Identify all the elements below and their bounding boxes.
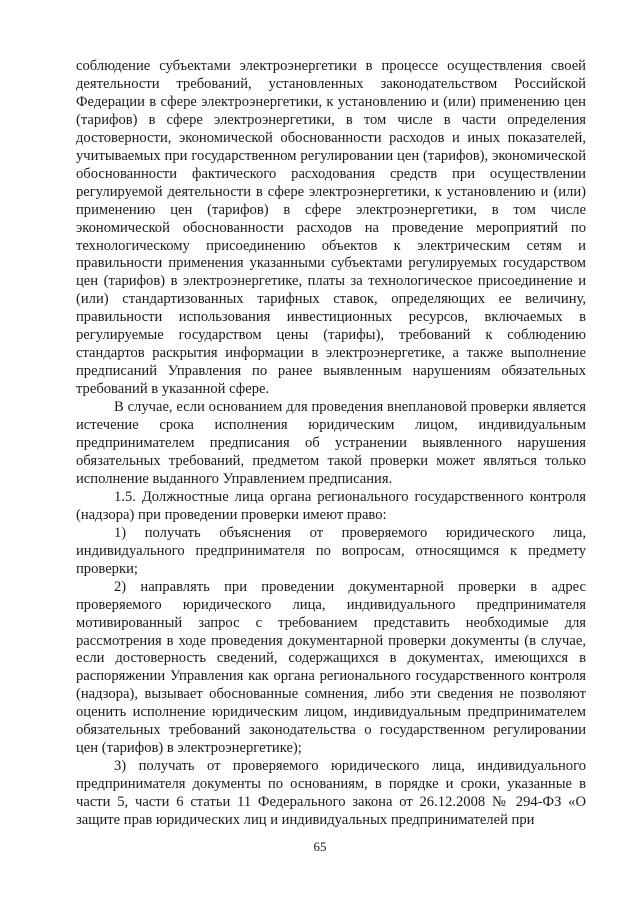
paragraph-item-2: 2) направлять при проведении документарной проверки в адрес проверяемого юридического лица, индивидуального предпринимателя мотивированный запрос с требованием представить необходимые для рассмотрения в ходе проведения документарной проверки документы (в случае, если достоверность сведений, содержащихся в документах, имеющихся в распоряжении Управления как органа регионального государственного контроля (надзора), вызывает обоснованные сомнения, либо эти сведения не позволяют оценить исполнение юридическим лицом, индивидуальным предпринимателем обязательных требований законодательства о государственном регулировании цен (тарифов) в электроэнергетике); (76, 578, 586, 757)
paragraph-section-1-5: 1.5. Должностные лица органа регионального государственного контроля (надзора) при проведении проверки имеют право: (76, 488, 586, 523)
document-body (76, 58, 586, 830)
paragraph-item-3: 3) получать от проверяемого юридического лица, индивидуального предпринимателя документы по основаниям, в порядке и сроки, указанные в части 5, части 6 статьи 11 Федерального закона от 26.12.2008 № 294-ФЗ «О защите прав юридических лиц и индивидуальных предпринимателей при (76, 758, 586, 829)
page-number: 65 (313, 839, 327, 854)
paragraph-unscheduled-inspection: В случае, если основанием для проведения внеплановой проверки является истечение срока исполнения юридическим лицом, индивидуальным предпринимателем предписания об устранении выявленного нарушения обязательных требований, предметом такой проверки может являться только исполнение выданного Управлением предписания. (76, 399, 586, 487)
paragraph-continuation: соблюдение субъектами электроэнергетики в процессе осуществления своей деятельности требований, установленных законодательством Российской Федерации в сфере электроэнергетики, к установлению и (или) применению цен (тарифов) в сфере электроэнергетики, в том числе в части определения достоверности, экономической обоснованности расходов и иных показателей, учитываемых при государственном регулировании цен (тарифов), экономической обоснованности фактического расходования средств при осуществлении регулируемой деятельности в сфере электроэнергетики, к установлению и (или) применению цен (тарифов) в сфере электроэнергетики, в том числе экономической обоснованности расходов на проведение мероприятий по технологическому присоединению объектов к электрическим сетям и правильности применения указанными субъектами регулируемых государством цен (тарифов) в электроэнергетике, платы за технологическое присоединение и (или) стандартизованных тарифных ставок, определяющих ее величину, правильности использования инвестиционных ресурсов, включаемых в регулируемые государством цены (тарифы), требований к соблюдению стандартов раскрытия информации в электроэнергетике, а также выполнение предписаний Управления по ранее выявленным нарушениям обязательных требований в указанной сфере. (76, 58, 586, 398)
paragraph-item-1: 1) получать объяснения от проверяемого юридического лица, индивидуального предпринимателя по вопросам, относящимся к предмету проверки; (76, 524, 586, 577)
